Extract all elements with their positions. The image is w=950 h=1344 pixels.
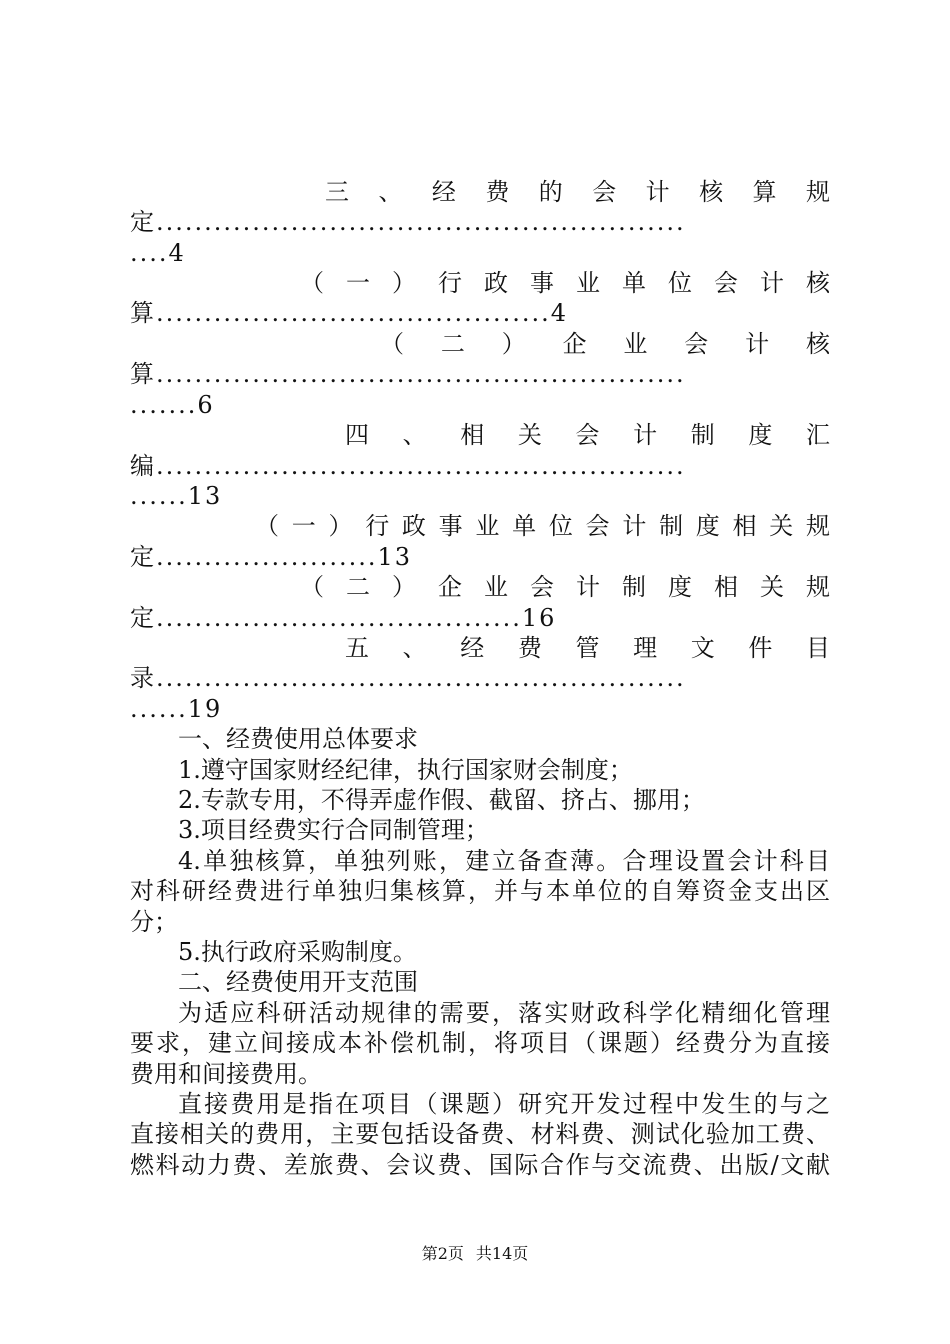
toc-s3-2-dots: 算....................................................... [130,360,686,388]
toc-s5-page: ......19 [130,695,223,723]
toc-s3-1-dots: 算.........................................4 [130,299,569,327]
toc-s4-1-dots: 定.......................13 [130,543,413,571]
paragraph-1-line-2: 要求，建立间接成本补偿机制，将项目（课题）经费分为直接 [130,1029,830,1057]
toc-s3-2-page: .......6 [130,391,215,419]
paragraph-2-line-2: 直接相关的费用，主要包括设备费、材料费、测试化验加工费、 [130,1120,830,1148]
toc-s4-2-dots: 定......................................16 [130,604,557,632]
paragraph-1-line-1: 为适应科研活动规律的需要，落实财政科学化精细化管理 [178,999,830,1027]
paragraph-1-line-3: 费用和间接费用。 [130,1060,322,1088]
toc-s5-dots: 录....................................................... [130,664,686,692]
section-heading-2: 二、经费使用开支范围 [178,968,418,996]
requirement-2: 2.专款专用，不得弄虚作假、截留、挤占、挪用； [178,786,705,814]
requirement-1: 1.遵守国家财经纪律，执行国家财会制度； [178,756,633,784]
toc-s3-dots: 定....................................................... [130,208,686,236]
toc-s4-2-title: （二）企业会计制度相关规 [300,573,830,601]
page-footer [0,1244,950,1264]
section-heading-1: 一、经费使用总体要求 [178,725,418,753]
toc-s3-2-title: （二）企业会计核 [380,330,830,358]
toc-s3-1-title: （一）行政事业单位会计核 [300,269,830,297]
requirement-4-line-1: 4.单独核算，单独列账，建立备查薄。合理设置会计科目 [178,847,830,875]
page-total: 共14页 [475,1244,529,1263]
toc-s3-title: 三、经费的会计核算规 [325,178,830,206]
toc-s5-title: 五、经费管理文件目 [345,634,830,662]
toc-s3-page: ....4 [130,239,186,267]
toc-s4-dots: 编....................................................... [130,452,686,480]
requirement-3: 3.项目经费实行合同制管理； [178,816,489,844]
paragraph-2-line-3: 燃料动力费、差旅费、会议费、国际合作与交流费、出版/文献 [130,1151,830,1179]
requirement-4-line-2: 对科研经费进行单独归集核算，并与本单位的自筹资金支出区 [130,877,830,905]
toc-s4-page: ......13 [130,482,223,510]
paragraph-2-line-1: 直接费用是指在项目（课题）研究开发过程中发生的与之 [178,1090,830,1118]
requirement-4-line-3: 分； [130,908,178,936]
toc-s4-title: 四、相关会计制度汇 [345,421,830,449]
requirement-5: 5.执行政府采购制度。 [178,938,417,966]
page-number: 第2页 [421,1244,464,1263]
toc-s4-1-title: （一）行政事业单位会计制度相关规 [255,512,830,540]
